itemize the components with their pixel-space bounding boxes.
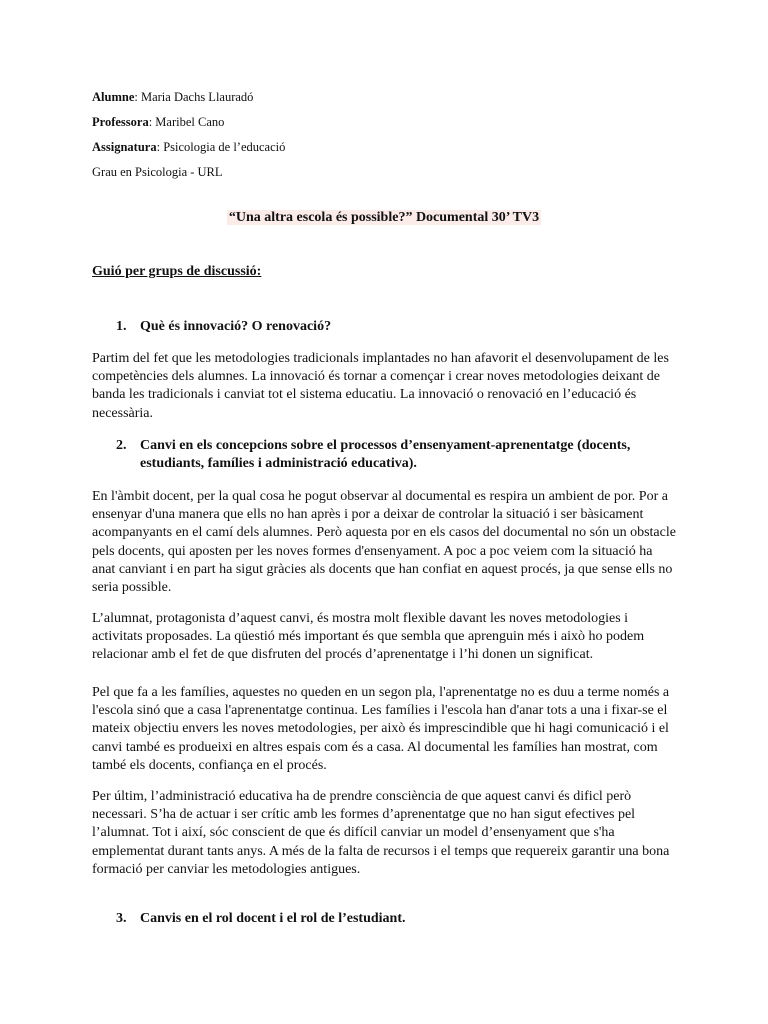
document-header <box>92 85 285 185</box>
degree-line: Grau en Psicologia - URL <box>92 165 223 179</box>
paragraph: Pel que fa a les famílies, aquestes no queden en un segon pla, l'aprenentatge no es duu a terme només a l'escola sinó que a casa l'aprenentatge continua. Les famílies i l'escola han d'anar tots a una i fixar-se el mateix objectiu envers les noves metodologies, per això és imprescindible que hi hagi comunicació i el canvi també es produeixi en altres espais com és a casa. Al documental les famílies han mostrat, com també els docents, confiança en el procés. <box>92 685 670 773</box>
teacher-line <box>92 110 285 135</box>
section-title: Canvis en el rol docent i el rol de l’estudiant. <box>140 911 406 926</box>
paragraph: En l'àmbit docent, per la qual cosa he pogut observar al documental es respira un ambient de por. Por a ensenyar d'una manera que ells no han après i por a deixar de controlar la situació i ser bàsicament acompanyants en el camí dels alumnes. Però aquesta por en els casos del documental no són un obstacle pels docents, qui aposten per les noves formes d'ensenyament. A poc a poc veiem com la situació ha anat canviant i en part ha sigut gràcies als docents que han confiat en aquest procés, ja que sense ells no seria possible. <box>92 489 676 596</box>
teacher-label: Professora <box>92 115 149 129</box>
section-title: Canvi en els concepcions sobre el processos d’ensenyament-aprenentatge (docents, estudiants, famílies i administració educativa). <box>140 438 631 471</box>
subject-line <box>92 135 285 160</box>
student-label: Alumne <box>92 90 135 104</box>
section-title: Què és innovació? O renovació? <box>140 319 332 334</box>
student-line <box>92 85 285 110</box>
student-value: : Maria Dachs Llauradó <box>134 90 254 104</box>
section-number: 3. <box>116 911 127 926</box>
section-3-heading <box>116 910 676 928</box>
paragraph: Per últim, l’administració educativa ha de prendre consciència de que aquest canvi és dificl però necessari. S’ha de actuar i ser crític amb les formes d’aprenentatge que no han sigut efectives pel l’alumnat. Tot i així, sóc conscient de que és difícil canviar un model d’ensenyament que s'ha emplementat durant tants anys. A més de la falta de recursos i el temps que requereix garantir una bona formació per canviar les metodologies antigues. <box>92 789 670 877</box>
subject-label: Assignatura <box>92 140 157 154</box>
section-number: 2. <box>116 438 127 453</box>
document-title <box>0 210 768 226</box>
document-title-text: “Una altra escola és possible?” Documental 30’ TV3 <box>228 210 540 225</box>
teacher-value: : Maribel Cano <box>148 115 225 129</box>
section-2-heading <box>116 437 676 473</box>
subject-value: : Psicologia de l’educació <box>156 140 286 154</box>
guide-heading: Guió per grups de discussió: <box>92 264 262 279</box>
paragraph: Partim del fet que les metodologies tradicionals implantades no han afavorit el desenvolupament de les competències dels alumnes. La innovació és tornar a començar i crear noves metodologies deixant de banda les tradicionals i canviat tot el sistema educatiu. La innovació o renovació en l’educació és necessària. <box>92 351 669 421</box>
section-1-heading <box>116 318 676 336</box>
paragraph: L’alumnat, protagonista d’aquest canvi, és mostra molt flexible davant les noves metodologies i activitats proposades. La qüestió més important és que sembla que aprenguin més i això ho podem relacionar amb el fet de que disfruten del procés d’aprenentatge i l’hi donen un significat. <box>92 611 645 663</box>
section-number: 1. <box>116 319 127 334</box>
